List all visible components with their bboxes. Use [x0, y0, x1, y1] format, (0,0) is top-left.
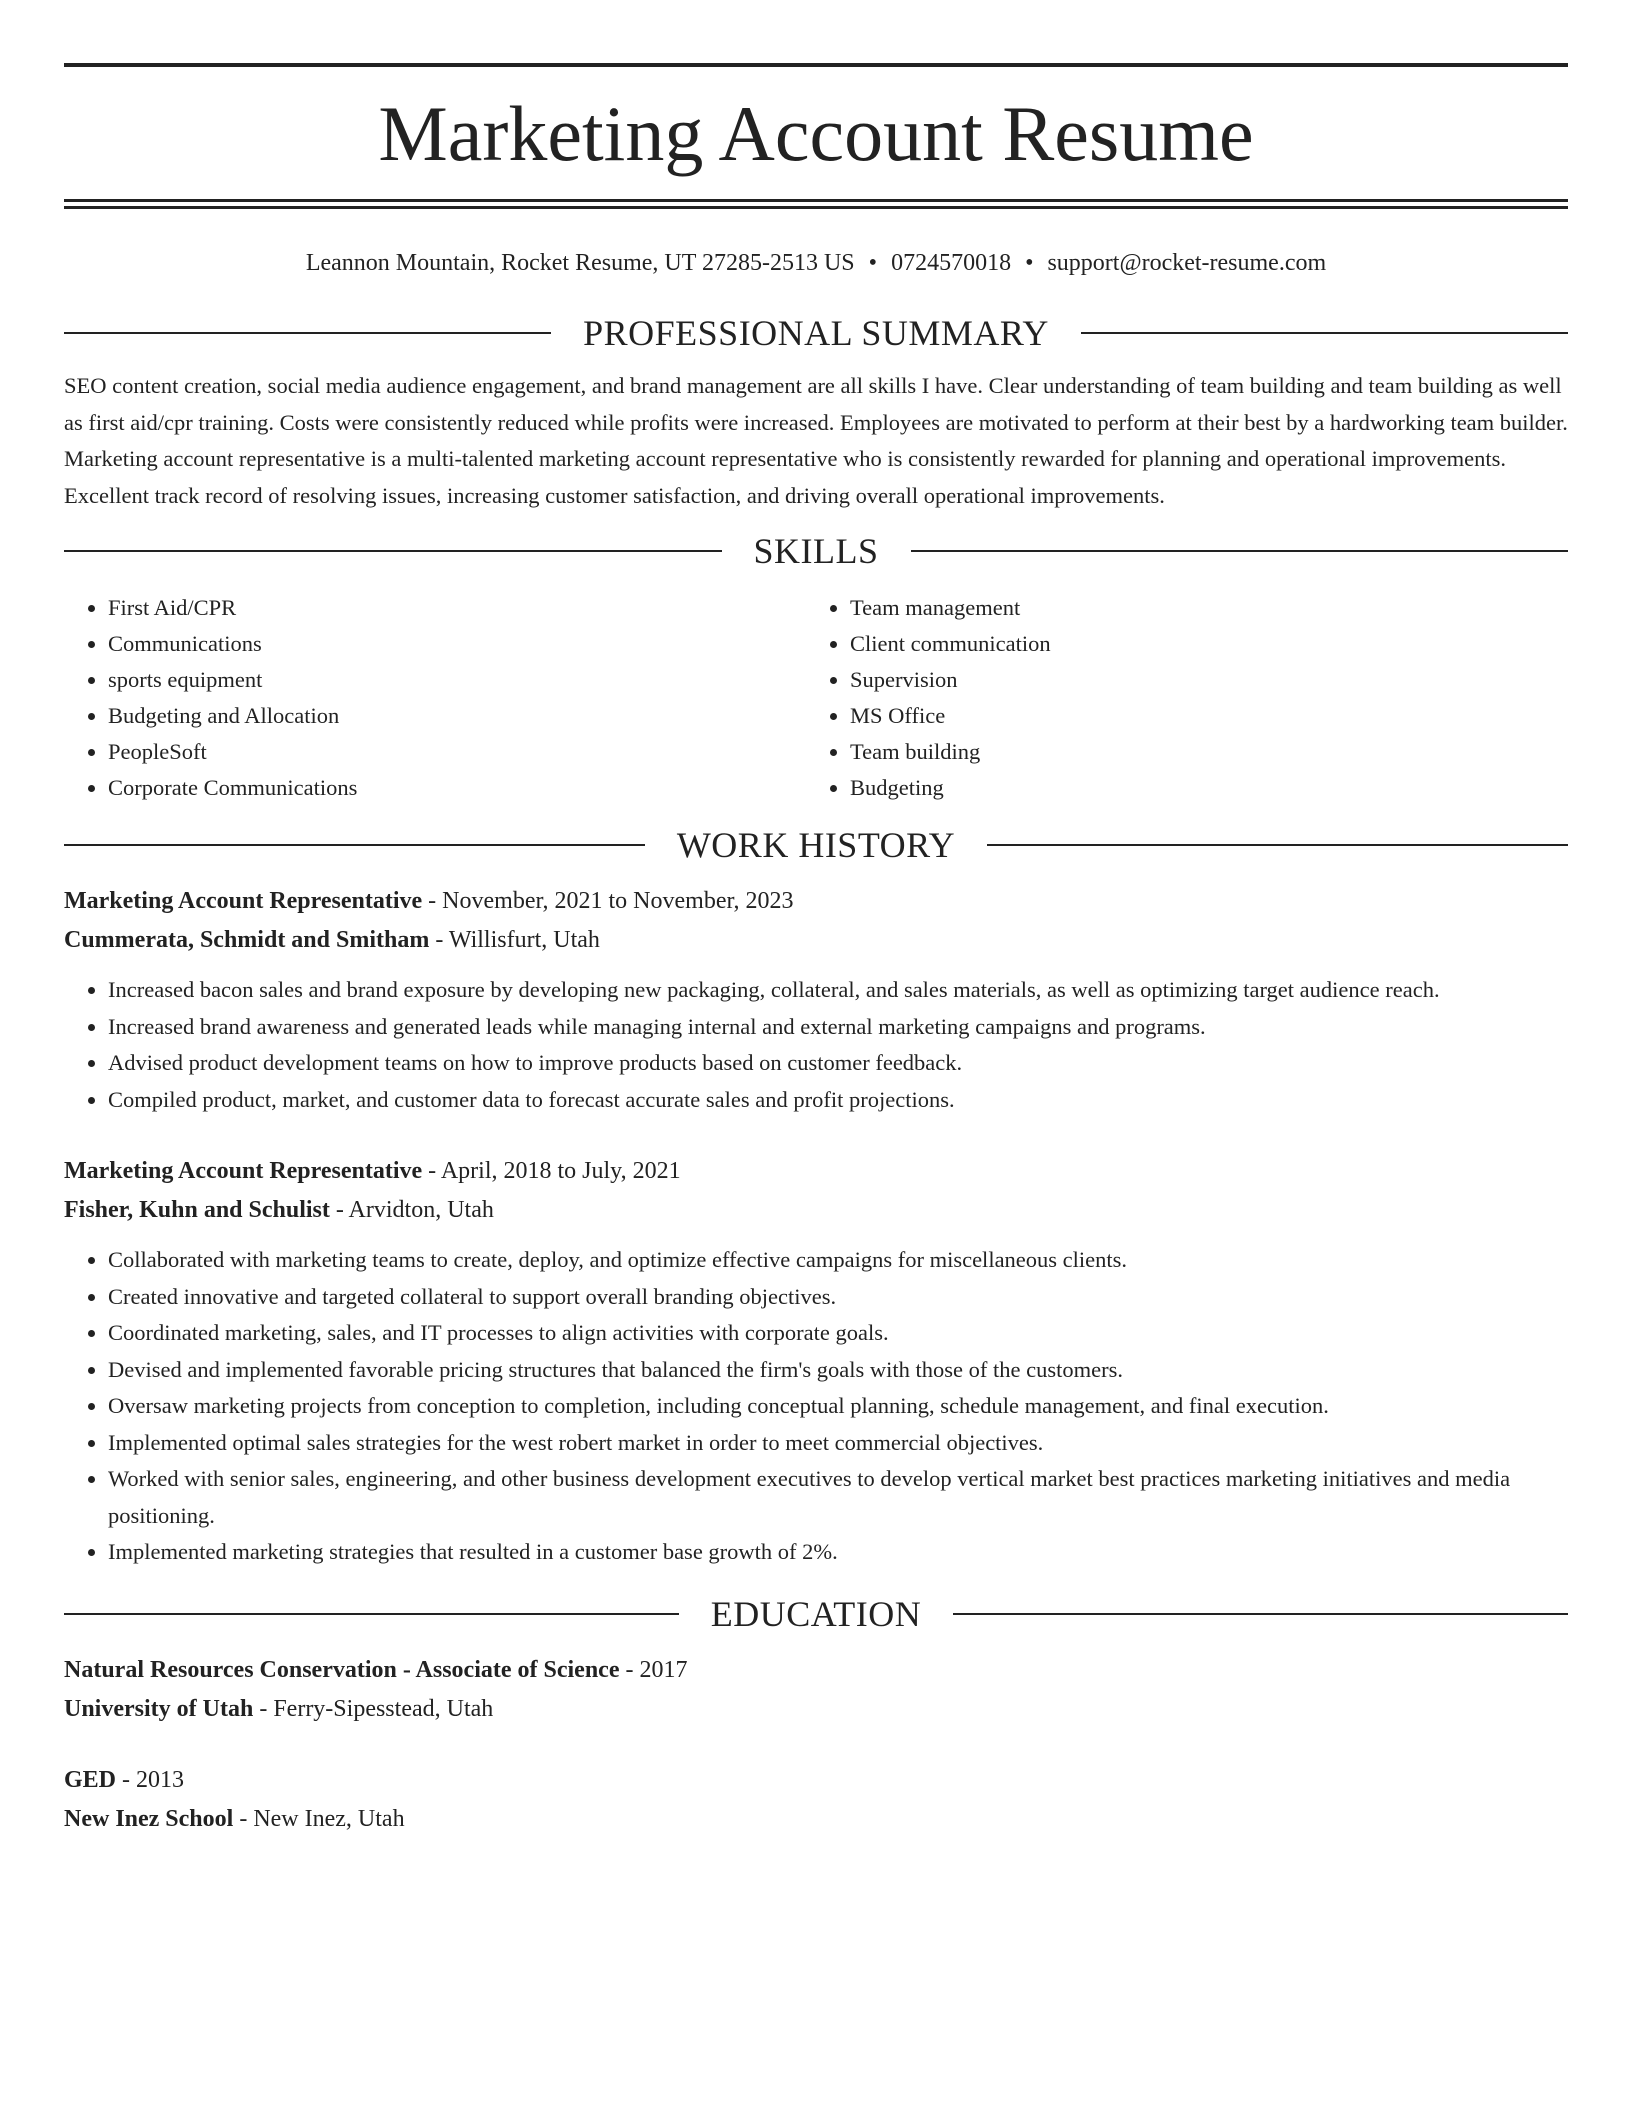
job-bullet: • Implemented optimal sales strategies for the west robert market in order to meet commercial objectives. — [108, 1425, 1568, 1462]
heading-rule-left — [64, 332, 551, 334]
heading-rule-left — [64, 1613, 679, 1615]
contact-separator: • — [1025, 250, 1034, 276]
skill-item: • First Aid/CPR — [108, 590, 806, 626]
contact-email: support@rocket-resume.com — [1047, 250, 1327, 276]
education-year: - 2017 — [619, 1656, 688, 1683]
job-title: Marketing Account Representative — [64, 1158, 423, 1184]
contact-separator: • — [868, 250, 878, 276]
heading-rule-right — [1081, 332, 1568, 334]
section-heading-summary — [64, 308, 1568, 358]
education-school-line — [64, 1690, 1568, 1729]
job-bullet: • Increased brand awareness and generated leads while managing internal and external marketing campaigns and programs. — [108, 1009, 1568, 1046]
skill-item: • Supervision — [850, 662, 1548, 698]
job-company-line — [64, 1191, 1568, 1230]
job-bullet: • Advised product development teams on how to improve products based on customer feedback. — [108, 1045, 1568, 1082]
job-bullet: • Collaborated with marketing teams to create, deploy, and optimize effective campaigns for miscellaneous clients. — [108, 1242, 1568, 1279]
contact-phone: 0724570018 — [891, 250, 1012, 276]
page-title: Marketing Account Resume — [378, 90, 1254, 177]
heading-rule-left — [64, 844, 645, 846]
job-bullets — [64, 1242, 1568, 1571]
education-degree: GED — [64, 1766, 117, 1793]
job-bullet: • Created innovative and targeted collateral to support overall branding objectives. — [108, 1279, 1568, 1316]
skill-item: • Budgeting and Allocation — [108, 698, 806, 734]
job-title-line — [64, 882, 1568, 921]
job-dates: - November, 2021 to November, 2023 — [422, 888, 794, 914]
education-entry — [64, 1761, 1568, 1839]
skill-item: • Corporate Communications — [108, 770, 806, 806]
skill-item: • sports equipment — [108, 662, 806, 698]
skills-list — [64, 590, 1568, 806]
contact-address: Leannon Mountain, Rocket Resume, UT 27285-2513 US — [305, 250, 855, 276]
skill-item: • Client communication — [850, 626, 1548, 662]
job-dates: - April, 2018 to July, 2021 — [422, 1158, 681, 1184]
job-bullet: • Coordinated marketing, sales, and IT processes to align activities with corporate goals. — [108, 1315, 1568, 1352]
summary-text: SEO content creation, social media audience engagement, and brand management are all skills I have. Clear understanding of team building and team building as well as first aid/cpr training. Costs were consistently reduced while profits were increased. Employees are motivated to perform at their best by a hardworking team builder. Marketing account representative is a multi-talented marketing account representative who is consistently rewarded for planning and operational improvements. Excellent track record of resolving issues, increasing customer satisfaction, and driving overall operational improvements. — [64, 373, 1568, 508]
education-location: - Ferry-Sipesstead, Utah — [253, 1695, 494, 1722]
job-location: - Arvidton, Utah — [329, 1197, 494, 1223]
job-entry — [64, 882, 1568, 1118]
section-heading-education — [64, 1589, 1568, 1639]
skill-item: • Team management — [850, 590, 1548, 626]
skill-item: • Budgeting — [850, 770, 1548, 806]
skills-column-right — [806, 590, 1548, 806]
job-bullet: • Devised and implemented favorable pricing structures that balanced the firm's goals with those of the customers. — [108, 1352, 1568, 1389]
heading-rule-left — [64, 550, 722, 552]
job-bullet: • Increased bacon sales and brand exposure by developing new packaging, collateral, and sales materials, as well as optimizing target audience reach. — [108, 972, 1568, 1009]
education-school: University of Utah — [64, 1695, 254, 1722]
education-degree: Natural Resources Conservation - Associate of Science — [64, 1656, 620, 1683]
job-bullet: • Compiled product, market, and customer data to forecast accurate sales and profit projections. — [108, 1082, 1568, 1119]
job-bullet: • Implemented marketing strategies that resulted in a customer base growth of 2%. — [108, 1534, 1568, 1571]
job-bullet: • Oversaw marketing projects from conception to completion, including conceptual planning, schedule management, and final execution. — [108, 1388, 1568, 1425]
education-heading: EDUCATION — [710, 1593, 922, 1634]
job-bullets — [64, 972, 1568, 1118]
job-location: - Willisfurt, Utah — [429, 927, 600, 953]
heading-rule-right — [987, 844, 1568, 846]
title-bottom-double-rule — [64, 199, 1568, 202]
job-bullet: • Worked with senior sales, engineering, and other business development executives to develop vertical market best practices marketing initiatives and media positioning. — [108, 1461, 1568, 1534]
education-school: New Inez School — [64, 1805, 234, 1832]
education-degree-line — [64, 1761, 1568, 1800]
education-entry — [64, 1651, 1568, 1729]
education-degree-line — [64, 1651, 1568, 1690]
education-school-line — [64, 1800, 1568, 1839]
summary-heading: PROFESSIONAL SUMMARY — [583, 313, 1049, 353]
skill-item: • Communications — [108, 626, 806, 662]
work-heading: WORK HISTORY — [676, 825, 956, 865]
job-entry — [64, 1152, 1568, 1571]
section-heading-skills — [64, 526, 1568, 576]
skill-item: • Team building — [850, 734, 1548, 770]
skill-item: • MS Office — [850, 698, 1548, 734]
education-location: - New Inez, Utah — [233, 1805, 405, 1832]
skills-heading: SKILLS — [753, 531, 879, 571]
heading-rule-right — [911, 550, 1569, 552]
job-title-line — [64, 1152, 1568, 1191]
skills-column-left — [64, 590, 806, 806]
heading-rule-right — [953, 1613, 1568, 1615]
job-company-line — [64, 921, 1568, 960]
job-company: Fisher, Kuhn and Schulist — [64, 1197, 330, 1223]
contact-line — [64, 248, 1568, 278]
section-heading-work — [64, 820, 1568, 870]
skill-item: • PeopleSoft — [108, 734, 806, 770]
title-top-rule — [64, 63, 1568, 67]
job-company: Cummerata, Schmidt and Smitham — [64, 927, 430, 953]
education-year: - 2013 — [116, 1766, 185, 1793]
resume-page — [64, 0, 1568, 1839]
job-title: Marketing Account Representative — [64, 888, 423, 914]
